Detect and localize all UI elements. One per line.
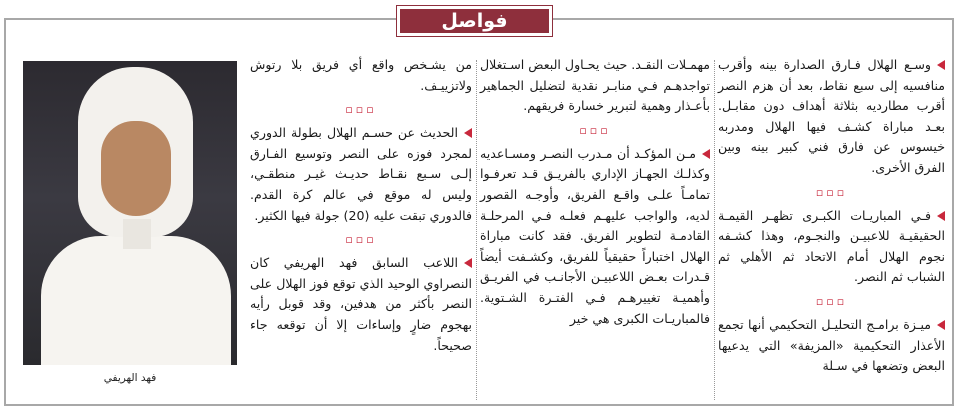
paragraph: ميـزة برامـج التحليـل التحكيمي أنها تجمع الأعذار التحكيمية «المزيفة» التي يدعيها البعض وتضعها في سـلة [718, 316, 945, 374]
bullet-arrow-icon [702, 149, 710, 159]
paragraph: مـن المؤكـد أن مـدرب النصـر ومسـاعديه وكذلـك الجهـاز الإداري بالفريـق قـد تعرفـوا تمامـاً علـى واقـع الفريق، وأوجـه القصور لديه، والواجب عليهـم فعلـه فـي المرحلـة القادمـة لتطوير الفريق. فقد كانت مباراة الهلال اختباراً حقيقياً للفريق، وكشـفت أيضاً قـدرات بعـض اللاعبيـن الأجانـب في الفريـق وأهميـة تغييرهـم فـي الفتـرة الشـتوية. فالمباريـات الكبرى هي خير [480, 145, 710, 326]
paragraph: مهمـلات النقـد. حيث يحـاول البعض اسـتغلال تواجدهـم فـي منابـر نقدية لتضليل الجماهير بأعـذار وهمية لتبرير خسارة فريقهم. [480, 57, 710, 114]
photo-thobe [41, 236, 231, 365]
separator: ▫▫▫ [345, 103, 377, 117]
column-2 [480, 55, 710, 329]
photo-collar [123, 219, 151, 249]
column-1 [718, 55, 945, 377]
paragraph: اللاعب السابق فهد الهريفي كان النصراوي الوحيد الذي توقع فوز الهلال على النصر بأكثر من هدفين، وقد قوبل رأيه بهجوم ضارٍ وإساءات إلا أن توقعه جاء صحيحاً. [250, 255, 472, 353]
column-3 [250, 55, 472, 356]
photo-caption: فهد الهريفي [103, 372, 157, 384]
paragraph: فـي المباريـات الكبـرى تظهـر القيمـة الحقيقيـة للاعبيـن والنجـوم، وهذا كشـفه نجوم الهلال أمام الاتحاد ثم الأهلي ثم الشباب ثم النصر. [718, 207, 945, 285]
bullet-arrow-icon [937, 211, 945, 221]
section-title: فواصل [397, 6, 552, 36]
column-divider [714, 60, 715, 400]
author-photo [23, 61, 237, 365]
bullet-arrow-icon [464, 258, 472, 268]
bullet-arrow-icon [464, 128, 472, 138]
bullet-arrow-icon [937, 60, 945, 70]
separator: ▫▫▫ [345, 233, 377, 247]
paragraph: من يشـخص واقع أي فريق بلا رتوش ولاتزييـف. [250, 57, 472, 93]
separator: ▫▫▫ [579, 123, 611, 137]
column-divider [476, 60, 477, 400]
bullet-arrow-icon [937, 320, 945, 330]
separator: ▫▫▫ [815, 294, 848, 308]
paragraph: وسـع الهلال فـارق الصدارة بينه وأقرب منافسيه إلى سبع نقاط، بعد أن هزم النصر أقرب مطارديه بثلاثة أهداف دون مقابـل. بعـد مباراة كشـف فيها الهلال ومدربه خيسوس عن فارق فني كبير بينه وبين الفرق الأخرى. [718, 57, 945, 175]
paragraph: الحديث عن حسـم الهلال بطولة الدوري لمجرد فوزه على النصر وتوسيع الفـارق إلـى سـبع نقـاط حديـث غيـر منطقـي، وليس له موقع في عالم كرة القدم. فالدوري تبقت عليه (20) جولة فيها الكثير. [250, 125, 472, 223]
separator: ▫▫▫ [815, 185, 848, 199]
photo-face [101, 121, 171, 216]
